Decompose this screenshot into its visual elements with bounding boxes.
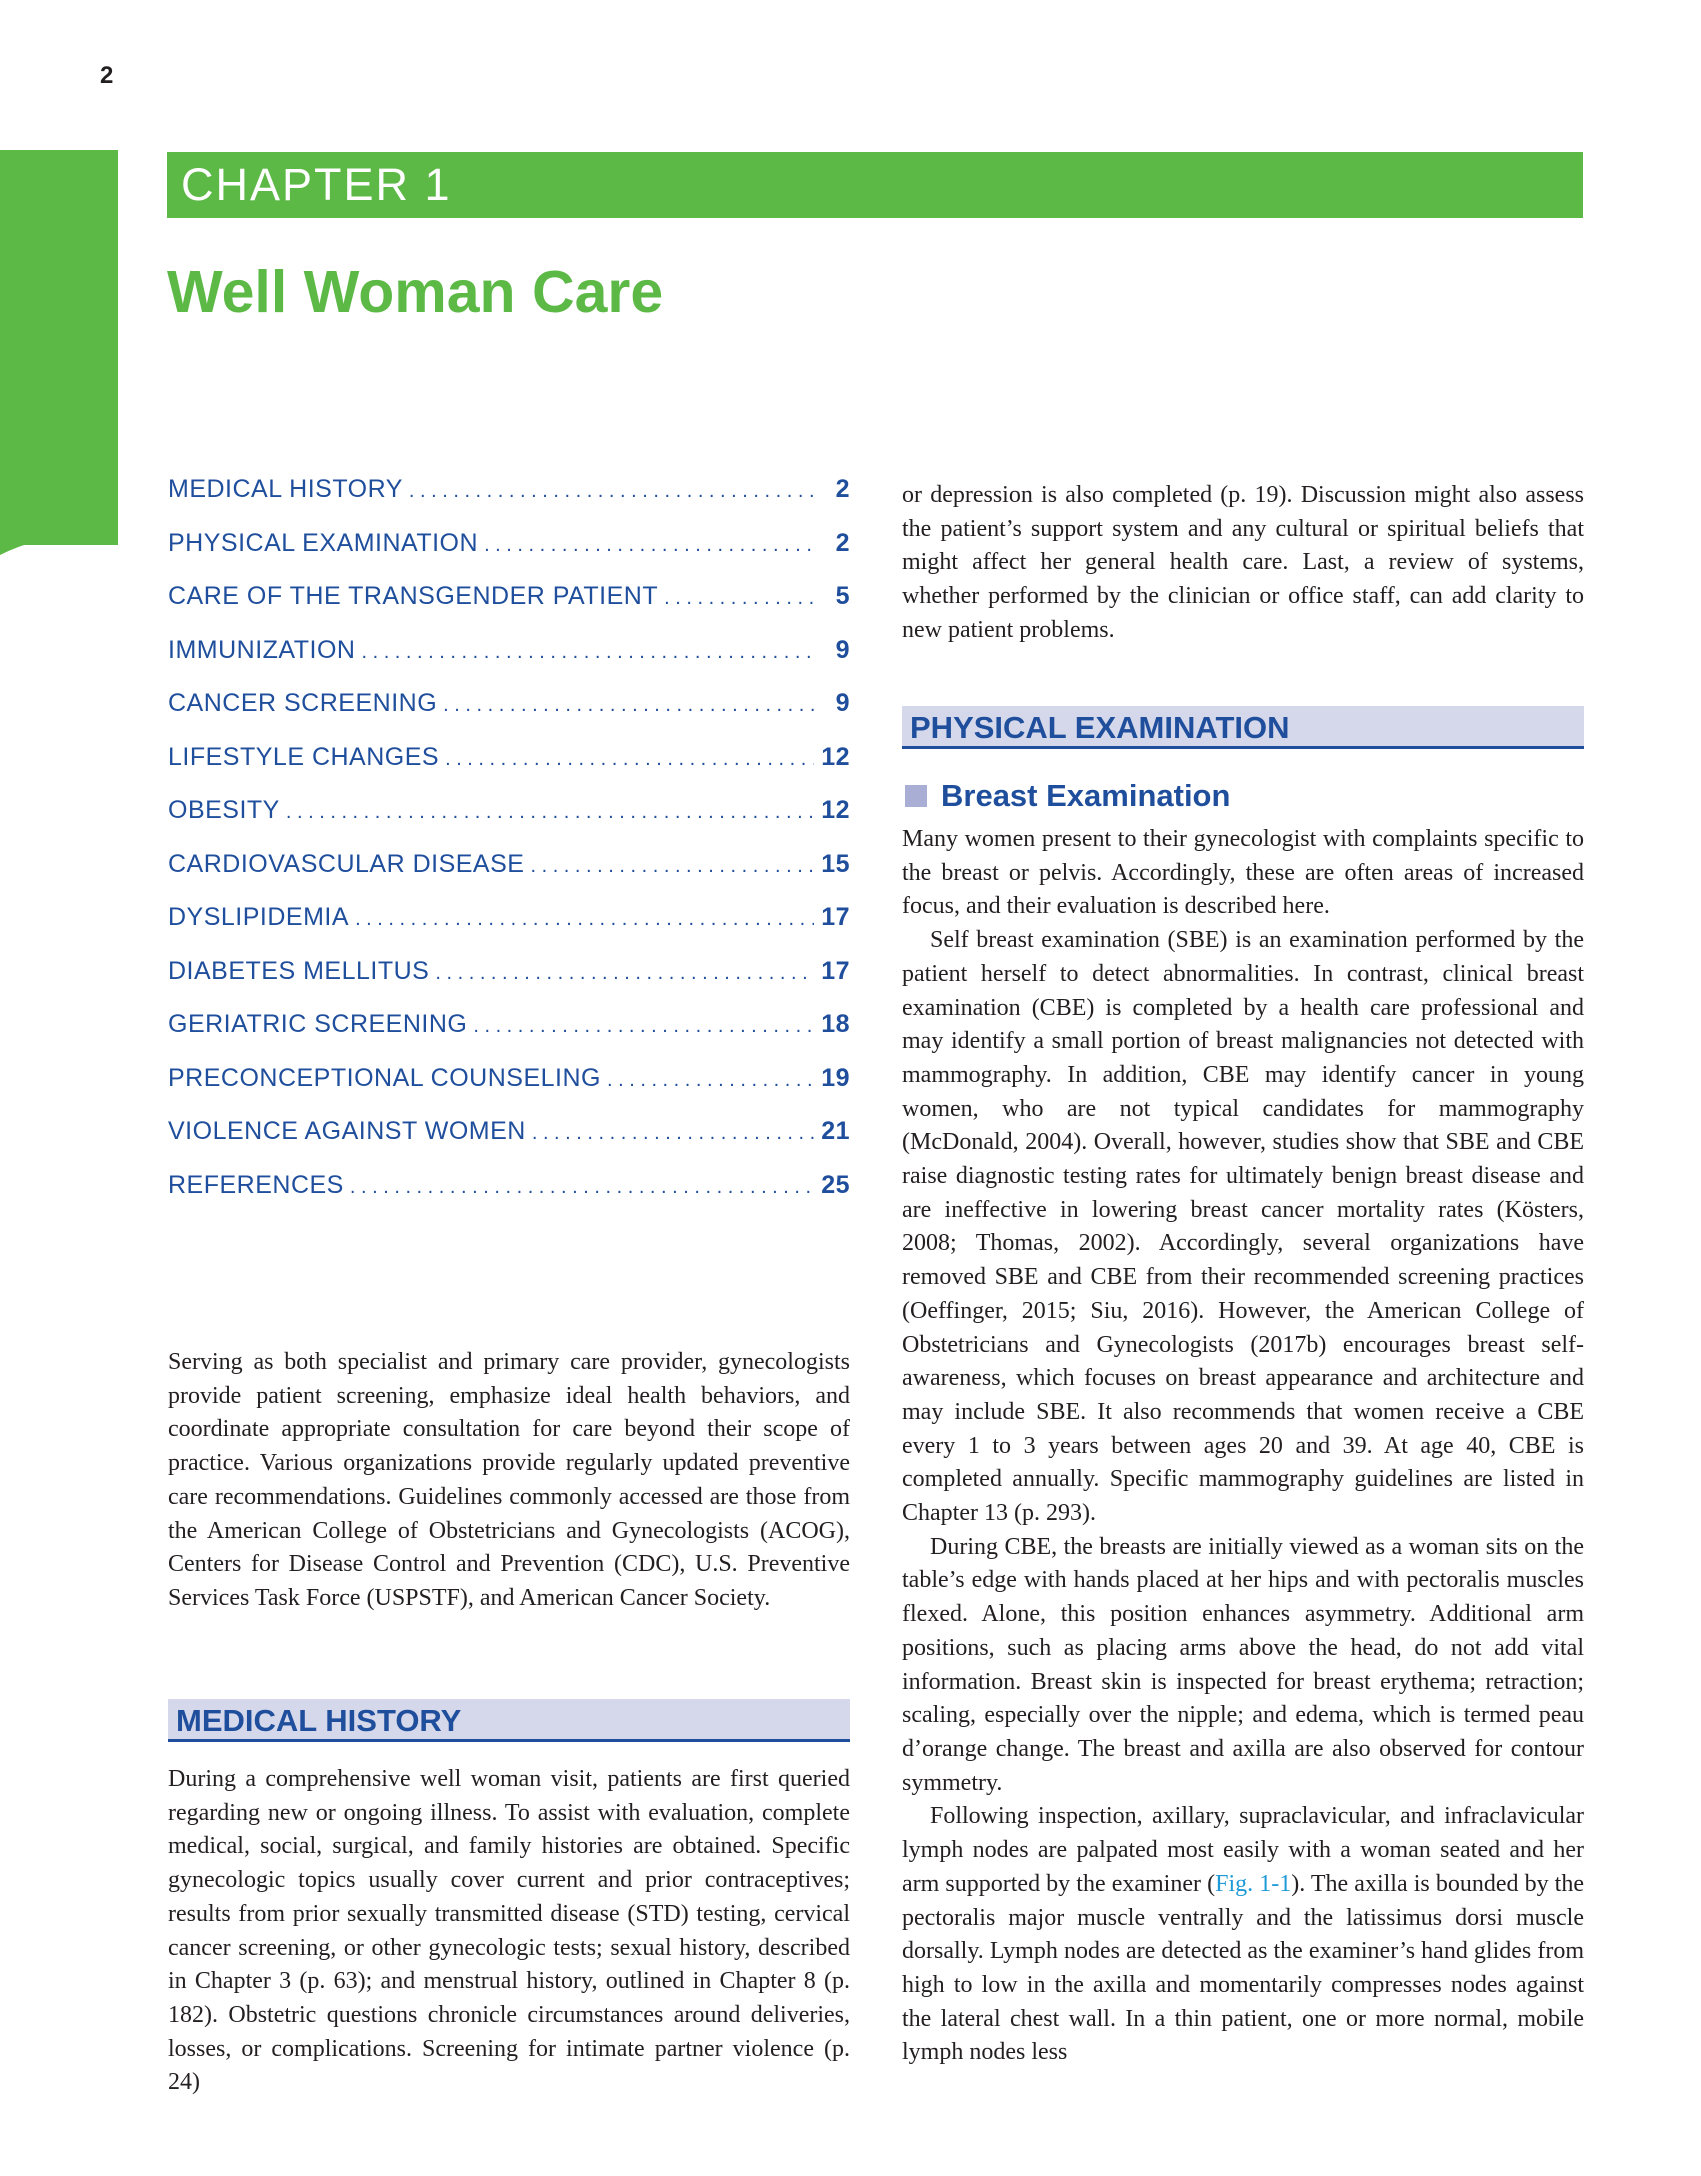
toc-item-page: 12 bbox=[821, 796, 850, 824]
toc-item-label: IMMUNIZATION bbox=[168, 635, 356, 664]
toc-leader-dots bbox=[435, 962, 814, 985]
toc-leader-dots bbox=[473, 1015, 814, 1038]
toc-item-label: DYSLIPIDEMIA bbox=[168, 903, 350, 931]
toc-item-page: 25 bbox=[821, 1170, 850, 1199]
side-tab-curve bbox=[0, 505, 118, 555]
medical-history-continuation bbox=[902, 479, 1584, 648]
toc-item-page: 19 bbox=[821, 1063, 850, 1092]
chapter-bar bbox=[167, 152, 1583, 218]
section-heading-text: PHYSICAL EXAMINATION bbox=[910, 710, 1290, 745]
toc-leader-dots bbox=[361, 641, 814, 664]
chapter-side-tab bbox=[0, 150, 118, 545]
section-heading-physical-examination bbox=[902, 706, 1584, 749]
toc-item-page: 21 bbox=[821, 1117, 850, 1145]
toc-leader-dots bbox=[532, 1122, 814, 1145]
toc-item-label: CARE OF THE TRANSGENDER PATIENT bbox=[168, 582, 659, 610]
body-paragraph: Self breast examination (SBE) is an examination performed by the patient herself to detect abnormalities. In contrast, clinical breast examination (CBE) is completed by a health care professional and may identify a small portion of breast malignancies not detected with mammography. In addition, CBE may identify cancer in young women, who are not typical candidates for mammography (McDonald, 2004). Overall, however, studies show that SBE and CBE raise diagnostic testing rates for ultimately benign breast disease and are ineffective in lowering breast cancer mortality rates (Kösters, 2008; Thomas, 2002). Accordingly, several organizations have removed SBE and CBE from their recommended screening practices (Oeffinger, 2015; Siu, 2016). However, the American College of Obstetricians and Gynecologists (2017b) encourages breast self-awareness, which focuses on breast appearance and architecture and may include SBE. It also recommends that women receive a CBE every 1 to 3 years between ages 20 and 39. At age 40, CBE is completed annually. Specific mammography guidelines are listed in Chapter 13 (p. 293). bbox=[902, 927, 1584, 1527]
toc-item[interactable] bbox=[168, 903, 850, 957]
toc-item-page: 9 bbox=[835, 689, 850, 717]
toc-item-page: 2 bbox=[835, 528, 850, 557]
subheading-square-icon bbox=[905, 785, 927, 807]
toc-item-page: 17 bbox=[821, 903, 850, 931]
section-heading-text: MEDICAL HISTORY bbox=[176, 1703, 462, 1738]
body-text: ). The axilla is bounded by the pectoralis major muscle ventrally and the latissimus dorsi muscle dorsally. Lymph nodes are detected as the examiner’s hand glides from high to low in the axilla and momentarily compresses nodes against the lateral chest wall. In a thin patient, one or more normal, mobile lymph nodes less bbox=[902, 1870, 1585, 2066]
toc-item[interactable] bbox=[168, 636, 850, 690]
section-heading-medical-history bbox=[168, 1699, 850, 1742]
toc-item[interactable] bbox=[168, 1010, 850, 1064]
toc-item-page: 18 bbox=[821, 1010, 850, 1038]
toc-item-page: 9 bbox=[835, 635, 850, 664]
body-paragraph: Many women present to their gynecologist with complaints specific to the breast or pelvis. Accordingly, these are often areas of increased focus, and their evaluation is described here. bbox=[902, 826, 1584, 920]
toc-leader-dots bbox=[355, 908, 814, 931]
table-of-contents bbox=[168, 475, 850, 1224]
toc-item-label: CANCER SCREENING bbox=[168, 689, 438, 717]
toc-leader-dots bbox=[286, 801, 814, 824]
toc-item-label: LIFESTYLE CHANGES bbox=[168, 742, 440, 771]
toc-leader-dots bbox=[445, 748, 814, 771]
page-number: 2 bbox=[100, 62, 114, 89]
toc-leader-dots bbox=[484, 534, 814, 557]
toc-item[interactable] bbox=[168, 796, 850, 850]
toc-item-page: 17 bbox=[821, 956, 850, 985]
toc-item-page: 15 bbox=[821, 849, 850, 878]
toc-item-label: PRECONCEPTIONAL COUNSELING bbox=[168, 1063, 601, 1092]
toc-item-label: OBESITY bbox=[168, 796, 280, 824]
toc-item-label: REFERENCES bbox=[168, 1170, 344, 1199]
toc-item[interactable] bbox=[168, 582, 850, 636]
toc-item[interactable] bbox=[168, 475, 850, 529]
toc-item-page: 2 bbox=[835, 475, 850, 503]
toc-item[interactable] bbox=[168, 743, 850, 797]
toc-item[interactable] bbox=[168, 1171, 850, 1225]
subheading-text: Breast Examination bbox=[941, 778, 1231, 813]
medical-history-continuation-text: or depression is also completed (p. 19). Discussion might also assess the patient’s support system and any cultural or spiritual beliefs that might affect her general health care. Last, a review of systems, whether performed by the clinician or office staff, can add clarity to new patient problems. bbox=[902, 482, 1584, 643]
toc-item-label: MEDICAL HISTORY bbox=[168, 475, 403, 503]
figure-link[interactable]: Fig. 1-1 bbox=[1215, 1870, 1292, 1897]
intro-text: Serving as both specialist and primary care provider, gynecologists provide patient screening, emphasize ideal health behaviors, and coordinate appropriate consultation for care beyond their scope of practice. Various organizations provide regularly updated preventive care recommendations. Guidelines commonly accessed are those from the American College of Obstetricians and Gynecologists (ACOG), Centers for Disease Control and Prevention (CDC), U.S. Preventive Services Task Force (USPSTF), and American Cancer Society. bbox=[168, 1349, 850, 1611]
toc-item[interactable] bbox=[168, 1117, 850, 1171]
chapter-label: CHAPTER 1 bbox=[181, 159, 452, 210]
toc-item[interactable] bbox=[168, 689, 850, 743]
toc-leader-dots bbox=[350, 1176, 814, 1199]
subheading-breast-examination bbox=[905, 778, 1230, 814]
body-paragraph: During CBE, the breasts are initially viewed as a woman sits on the table’s edge with hands placed at her hips and with pectoralis muscles flexed. Alone, this position enhances asymmetry. Additional arm positions, such as placing arms above the head, do not add vital information. Breast skin is inspected for breast erythema; retraction; scaling, especially over the nipple; and edema, which is termed peau d’orange change. The breast and axilla are also observed for contour symmetry. bbox=[902, 1533, 1584, 1796]
toc-item[interactable] bbox=[168, 1064, 850, 1118]
toc-item-label: GERIATRIC SCREENING bbox=[168, 1010, 468, 1038]
toc-item-label: CARDIOVASCULAR DISEASE bbox=[168, 849, 525, 878]
toc-item[interactable] bbox=[168, 529, 850, 583]
body-paragraph-with-figure-link bbox=[902, 1800, 1584, 2070]
toc-item-label: VIOLENCE AGAINST WOMEN bbox=[168, 1117, 526, 1145]
toc-leader-dots bbox=[409, 480, 814, 503]
toc-item-label: PHYSICAL EXAMINATION bbox=[168, 528, 479, 557]
physical-examination-body bbox=[902, 823, 1584, 2070]
toc-item[interactable] bbox=[168, 850, 850, 904]
toc-leader-dots bbox=[664, 587, 814, 610]
medical-history-paragraph: During a comprehensive well woman visit, patients are first queried regarding new or ongoing illness. To assist with evaluation, complete medical, social, surgical, and family histories are obtained. Specific gynecologic topics usually cover current and prior contraceptives; results from prior sexually transmitted disease (STD) testing, cervical cancer screening, or other gynecologic tests; sexual history, described in Chapter 3 (p. 63); and menstrual history, outlined in Chapter 8 (p. 182). Obstetric questions chronicle circumstances around deliveries, losses, or complications. Screening for intimate partner violence (p. 24) bbox=[168, 1766, 850, 2096]
chapter-title: Well Woman Care bbox=[167, 259, 664, 325]
toc-item[interactable] bbox=[168, 957, 850, 1011]
toc-item-label: DIABETES MELLITUS bbox=[168, 956, 430, 985]
intro-paragraph bbox=[168, 1346, 850, 1616]
toc-leader-dots bbox=[443, 694, 814, 717]
toc-leader-dots bbox=[607, 1069, 814, 1092]
body-text: Following inspection, axillary, supraclavicular, and infraclavicular lymph nodes are palpated most easily with a woman seated and her arm supported by the examiner ( bbox=[902, 1803, 1584, 1897]
toc-leader-dots bbox=[530, 855, 814, 878]
medical-history-body bbox=[168, 1763, 850, 2100]
toc-item-page: 5 bbox=[835, 582, 850, 610]
toc-item-page: 12 bbox=[821, 742, 850, 771]
